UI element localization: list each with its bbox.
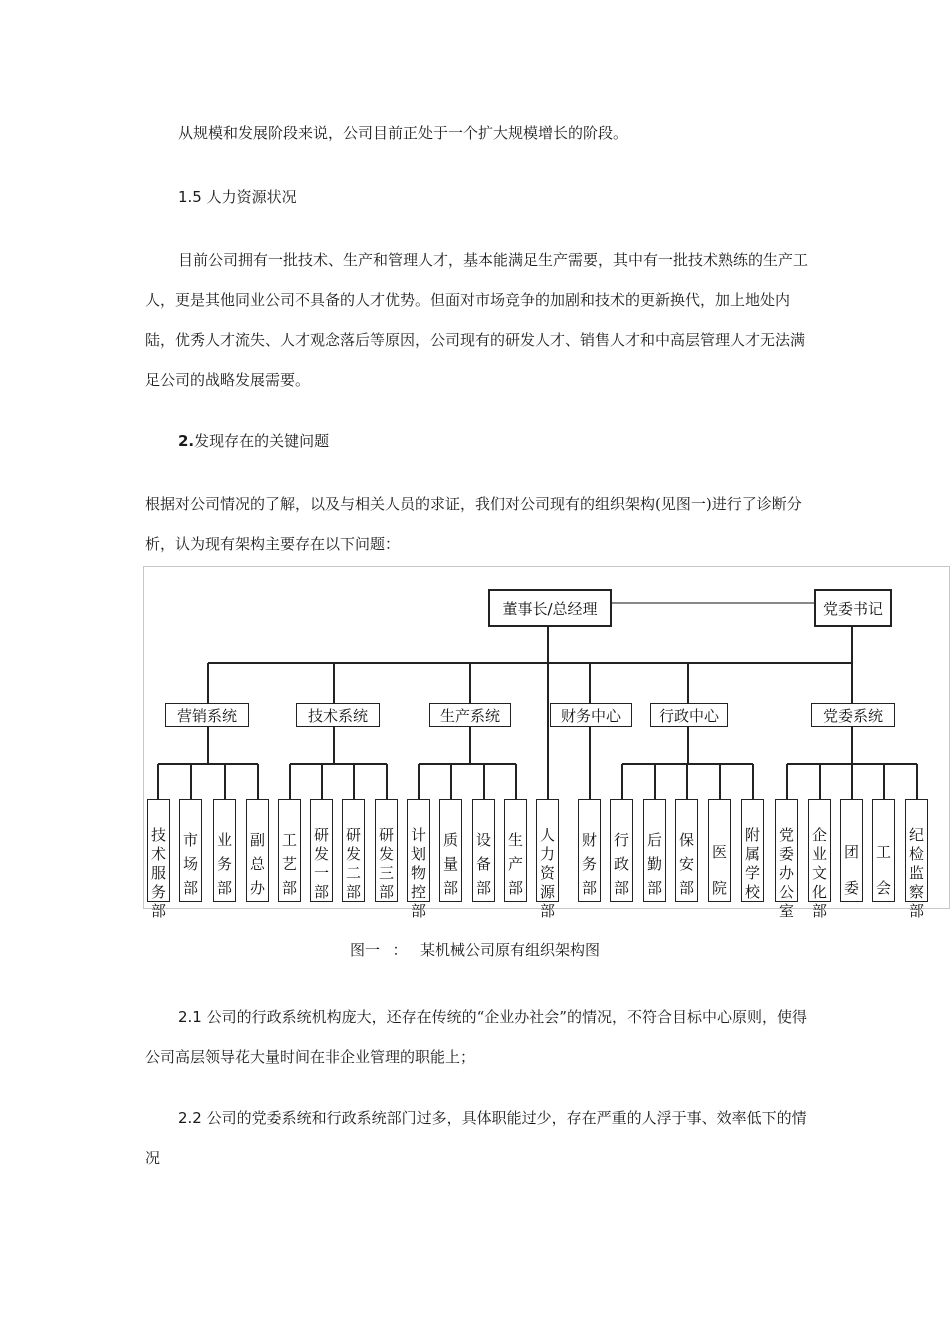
dept-label-char: 研 xyxy=(378,826,394,844)
dept-deputy-office xyxy=(246,799,269,902)
dept-culture xyxy=(808,799,831,920)
ceo-label: 董事长/总经理 xyxy=(502,599,598,618)
dept-label-char: 校 xyxy=(744,883,760,901)
dept-label-char: 服 xyxy=(150,864,166,882)
dept-label-char: 部 xyxy=(150,902,166,920)
system-marketing-label: 营销系统 xyxy=(176,706,237,725)
dept-label-char: 企 xyxy=(811,826,827,844)
dept-label-char: 部 xyxy=(475,879,491,897)
dept-rd3 xyxy=(375,799,398,902)
figure-caption-label: 图一 xyxy=(349,941,380,959)
dept-label-char: 部 xyxy=(908,902,924,920)
dept-label-char: 总 xyxy=(249,855,265,873)
dept-label-char: 院 xyxy=(711,879,727,897)
party-secretary-box xyxy=(814,589,892,627)
dept-label-char: 办 xyxy=(249,879,265,897)
dept-label-char: 量 xyxy=(442,855,458,873)
dept-label-char: 部 xyxy=(507,879,523,897)
dept-label-char: 属 xyxy=(744,845,760,863)
dept-label-char: 务 xyxy=(581,855,597,873)
dept-tech-service xyxy=(147,799,170,920)
dept-label-char: 发 xyxy=(345,845,361,863)
dept-label-char: 部 xyxy=(410,902,426,920)
dept-label-char: 纪 xyxy=(908,826,924,844)
paragraph-scale xyxy=(145,113,810,153)
paragraph-2-2-number: 2.2 xyxy=(178,1109,202,1127)
dept-label-char: 工 xyxy=(281,831,297,849)
system-production-label: 生产系统 xyxy=(439,706,500,725)
dept-label-char: 部 xyxy=(442,879,458,897)
dept-label-char: 业 xyxy=(811,845,827,863)
org-chart xyxy=(143,566,950,920)
dept-hospital xyxy=(708,799,731,902)
system-finance-box xyxy=(550,703,632,727)
dept-quality xyxy=(439,799,462,902)
paragraph-scale-text: 从规模和发展阶段来说，公司目前正处于一个扩大规模增长的阶段。 xyxy=(178,124,629,142)
dept-label-char: 保 xyxy=(678,831,694,849)
dept-label-char: 生 xyxy=(507,831,523,849)
dept-label-char: 业 xyxy=(216,831,232,849)
system-production-box xyxy=(429,703,511,727)
dept-label-char: 医 xyxy=(711,843,727,861)
party-secretary-label: 党委书记 xyxy=(822,599,883,618)
dept-label-char: 部 xyxy=(216,879,232,897)
dept-label-char: 部 xyxy=(281,879,297,897)
dept-planning xyxy=(407,799,430,920)
dept-label-char: 源 xyxy=(539,883,555,901)
figure-caption xyxy=(0,939,950,960)
dept-label-char: 副 xyxy=(249,831,265,849)
dept-business xyxy=(213,799,236,902)
dept-label-char: 文 xyxy=(811,864,827,882)
dept-label-char: 部 xyxy=(811,902,827,920)
ceo-box xyxy=(488,589,612,627)
dept-rd2 xyxy=(342,799,365,902)
dept-label-char: 党 xyxy=(778,826,794,844)
dept-hr xyxy=(536,799,559,920)
heading-1-5 xyxy=(145,177,810,217)
dept-label-char: 发 xyxy=(378,845,394,863)
dept-equipment xyxy=(472,799,495,902)
heading-2-number: 2. xyxy=(178,432,195,450)
dept-security xyxy=(675,799,698,902)
dept-label-char: 会 xyxy=(875,879,891,897)
heading-1-5-title: 人力资源状况 xyxy=(206,188,297,206)
dept-admin xyxy=(610,799,633,902)
dept-label-char: 力 xyxy=(539,845,555,863)
system-party-label: 党委系统 xyxy=(822,706,883,725)
heading-2-title: 发现存在的关键问题 xyxy=(194,432,330,450)
paragraph-2-1-text: 公司的行政系统机构庞大，还存在传统的“企业办社会”的情况，不符合目标中心原则，使得公司高层领导花大量时间在非企业管理的职能上； xyxy=(145,1008,807,1066)
dept-rd1 xyxy=(310,799,333,902)
dept-production xyxy=(504,799,527,902)
dept-market xyxy=(179,799,202,902)
paragraph-2-1 xyxy=(145,997,810,1077)
dept-label-char: 部 xyxy=(678,879,694,897)
dept-label-char: 质 xyxy=(442,831,458,849)
system-technology-label: 技术系统 xyxy=(307,706,368,725)
dept-label-char: 资 xyxy=(539,864,555,882)
dept-label-char: 行 xyxy=(613,831,629,849)
dept-finance xyxy=(578,799,601,902)
paragraph-2-1-number: 2.1 xyxy=(178,1008,202,1026)
dept-label-char: 市 xyxy=(182,831,198,849)
paragraph-hr-text: 目前公司拥有一批技术、生产和管理人才，基本能满足生产需要，其中有一批技术熟练的生产工人，更是其他同业公司不具备的人才优势。但面对市场竞争的加剧和技术的更新换代，加上地处内陆，优秀人才流失、人才观念落后等原因，公司现有的研发人才、销售人才和中高层管理人才无法满足公司的战略发展需要。 xyxy=(145,251,809,389)
paragraph-hr xyxy=(145,240,810,400)
system-admin-box xyxy=(650,703,728,727)
dept-label-char: 物 xyxy=(410,864,426,882)
dept-union xyxy=(872,799,895,902)
dept-label-char: 艺 xyxy=(281,855,297,873)
figure-caption-title: 某机械公司原有组织架构图 xyxy=(420,941,601,959)
paragraph-2-2-text: 公司的党委系统和行政系统部门过多，具体职能过少，存在严重的人浮于事、效率低下的情况 xyxy=(145,1109,807,1167)
paragraph-diagnosis-text: 根据对公司情况的了解，以及与相关人员的求证，我们对公司现有的组织架构(见图一)进行了诊断分析，认为现有架构主要存在以下问题： xyxy=(145,495,802,553)
dept-label-char: 化 xyxy=(811,883,827,901)
paragraph-2-2 xyxy=(145,1098,810,1178)
dept-label-char: 部 xyxy=(613,879,629,897)
system-party-box xyxy=(811,703,895,727)
dept-label-char: 学 xyxy=(744,864,760,882)
dept-label-char: 部 xyxy=(313,883,329,901)
paragraph-diagnosis xyxy=(145,484,810,564)
dept-school xyxy=(741,799,764,902)
system-marketing-box xyxy=(165,703,249,727)
system-admin-label: 行政中心 xyxy=(658,706,719,725)
dept-party-office xyxy=(775,799,798,920)
dept-label-char: 后 xyxy=(646,831,662,849)
dept-label-char: 设 xyxy=(475,831,491,849)
dept-logistics xyxy=(643,799,666,902)
dept-label-char: 部 xyxy=(646,879,662,897)
dept-label-char: 办 xyxy=(778,864,794,882)
dept-label-char: 团 xyxy=(843,843,859,861)
dept-label-char: 发 xyxy=(313,845,329,863)
dept-label-char: 三 xyxy=(378,864,394,882)
dept-label-char: 安 xyxy=(678,855,694,873)
system-technology-box xyxy=(296,703,380,727)
dept-label-char: 监 xyxy=(908,864,924,882)
heading-2 xyxy=(145,421,810,461)
dept-label-char: 附 xyxy=(744,826,760,844)
figure-caption-colon: ： xyxy=(392,941,408,959)
dept-label-char: 室 xyxy=(778,902,794,920)
dept-label-char: 划 xyxy=(410,845,426,863)
dept-label-char: 公 xyxy=(778,883,794,901)
dept-label-char: 技 xyxy=(150,826,166,844)
dept-label-char: 一 xyxy=(313,864,329,882)
dept-label-char: 政 xyxy=(613,855,629,873)
dept-label-char: 财 xyxy=(581,831,597,849)
dept-label-char: 勤 xyxy=(646,855,662,873)
dept-label-char: 部 xyxy=(345,883,361,901)
dept-label-char: 察 xyxy=(908,883,924,901)
dept-label-char: 研 xyxy=(313,826,329,844)
dept-label-char: 检 xyxy=(908,845,924,863)
dept-label-char: 务 xyxy=(216,855,232,873)
dept-label-char: 委 xyxy=(778,845,794,863)
dept-label-char: 研 xyxy=(345,826,361,844)
dept-label-char: 部 xyxy=(182,879,198,897)
dept-label-char: 务 xyxy=(150,883,166,901)
dept-label-char: 二 xyxy=(345,864,361,882)
dept-label-char: 控 xyxy=(410,883,426,901)
dept-label-char: 委 xyxy=(843,879,859,897)
dept-label-char: 人 xyxy=(539,826,555,844)
dept-discipline xyxy=(905,799,928,920)
dept-craft xyxy=(278,799,301,902)
system-finance-label: 财务中心 xyxy=(560,706,621,725)
dept-label-char: 部 xyxy=(539,902,555,920)
dept-label-char: 术 xyxy=(150,845,166,863)
dept-label-char: 场 xyxy=(182,855,198,873)
heading-1-5-number: 1.5 xyxy=(178,188,202,206)
dept-label-char: 产 xyxy=(507,855,523,873)
dept-label-char: 计 xyxy=(410,826,426,844)
dept-label-char: 部 xyxy=(581,879,597,897)
dept-label-char: 备 xyxy=(475,855,491,873)
dept-label-char: 工 xyxy=(875,843,891,861)
dept-label-char: 部 xyxy=(378,883,394,901)
dept-youth-league xyxy=(840,799,863,902)
